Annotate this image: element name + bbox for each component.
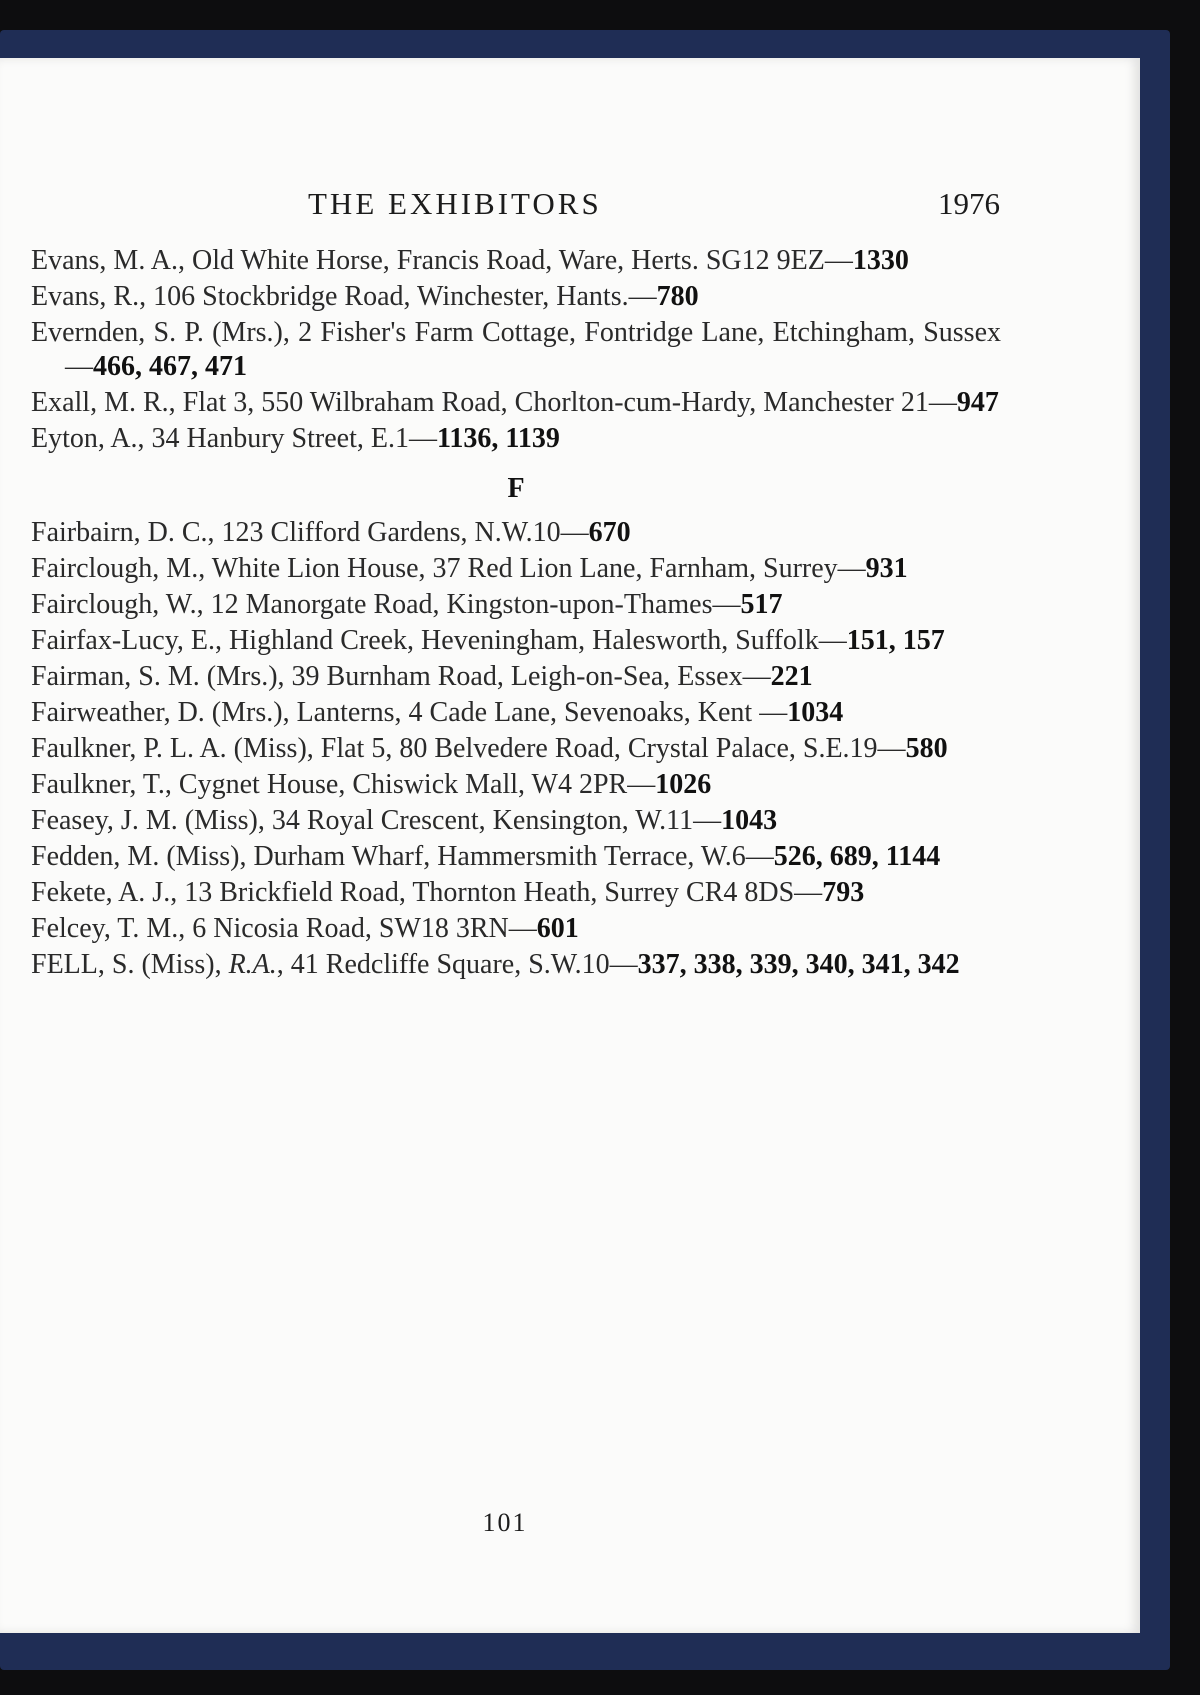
section-letter: F — [507, 473, 525, 504]
entry-text: Evans, R., 106 Stockbridge Road, Winchester, Hants.— — [31, 281, 657, 312]
entry-catalogue-numbers: 517 — [740, 589, 783, 620]
exhibitor-entry — [31, 804, 1001, 838]
entry-text: Fairbairn, D. C., 123 Clifford Gardens, N.W.10— — [31, 517, 589, 548]
entry-text: Fairman, S. M. (Mrs.), 39 Burnham Road, Leigh-on-Sea, Essex— — [31, 661, 771, 692]
book-page — [0, 58, 1140, 1633]
entry-catalogue-numbers: 151, 157 — [846, 625, 945, 656]
exhibitor-entry — [31, 732, 1001, 766]
entry-text: Eyton, A., 34 Hanbury Street, E.1— — [31, 423, 437, 454]
entry-name: FELL, S. (Miss), — [31, 949, 229, 980]
exhibitor-entry — [31, 876, 1001, 910]
entry-catalogue-numbers: 601 — [536, 913, 579, 944]
page-year: 1976 — [938, 186, 1000, 221]
entry-text: Fairclough, W., 12 Manorgate Road, Kingston-upon-Thames— — [31, 589, 741, 620]
page-number: 101 — [482, 1508, 528, 1537]
entry-text: Exall, M. R., Flat 3, 550 Wilbraham Road, Chorlton-cum-Hardy, Manchester 21— — [31, 387, 957, 418]
entry-text: Feasey, J. M. (Miss), 34 Royal Crescent, Kensington, W.11— — [31, 805, 722, 836]
exhibitor-entry — [31, 552, 1001, 586]
entry-catalogue-numbers: 580 — [905, 733, 948, 764]
exhibitor-list — [31, 244, 1001, 984]
entry-text: Felcey, T. M., 6 Nicosia Road, SW18 3RN— — [31, 913, 537, 944]
entry-catalogue-numbers: 466, 467, 471 — [93, 351, 247, 382]
entry-catalogue-numbers: 1136, 1139 — [436, 423, 560, 454]
exhibitor-entry — [31, 840, 1001, 874]
exhibitor-entry — [31, 948, 1001, 982]
entries-e-group — [31, 244, 1001, 456]
exhibitor-entry — [31, 280, 1001, 314]
exhibitor-entry — [31, 316, 1001, 384]
entry-catalogue-numbers: 793 — [822, 877, 865, 908]
exhibitor-entry — [31, 516, 1001, 550]
entry-catalogue-numbers: 670 — [588, 517, 631, 548]
entry-catalogue-numbers: 947 — [956, 387, 999, 418]
entry-address: , 41 Redcliffe Square, S.W.10— — [276, 949, 638, 980]
entry-text: Evernden, S. P. (Mrs.), 2 Fisher's Farm Cottage, Fontridge Lane, Etchingham, Sussex— — [31, 317, 1001, 382]
exhibitor-entry — [31, 660, 1001, 694]
entry-text: Faulkner, P. L. A. (Miss), Flat 5, 80 Belvedere Road, Crystal Palace, S.E.19— — [31, 733, 906, 764]
exhibitor-entry — [31, 386, 1001, 420]
entries-f-group — [31, 516, 1001, 946]
entry-catalogue-numbers: 931 — [865, 553, 908, 584]
exhibitor-entry — [31, 588, 1001, 622]
entry-catalogue-numbers: 1026 — [655, 769, 712, 800]
exhibitor-entry — [31, 768, 1001, 802]
exhibitor-entry — [31, 422, 1001, 456]
entry-honour: R.A. — [228, 949, 277, 980]
entry-text: Fedden, M. (Miss), Durham Wharf, Hammersmith Terrace, W.6— — [31, 841, 774, 872]
entry-catalogue-numbers: 221 — [770, 661, 813, 692]
entry-text: Fekete, A. J., 13 Brickfield Road, Thornton Heath, Surrey CR4 8DS— — [31, 877, 823, 908]
entry-text: Faulkner, T., Cygnet House, Chiswick Mall, W4 2PR— — [31, 769, 656, 800]
exhibitor-entry — [31, 912, 1001, 946]
entry-catalogue-numbers: 1043 — [721, 805, 778, 836]
entry-text: Fairclough, M., White Lion House, 37 Red Lion Lane, Farnham, Surrey— — [31, 553, 866, 584]
exhibitor-entry — [31, 244, 1001, 278]
entry-catalogue-numbers: 526, 689, 1144 — [773, 841, 941, 872]
running-head: THE EXHIBITORS — [308, 186, 602, 221]
entry-catalogue-numbers: 337, 338, 339, 340, 341, 342 — [637, 949, 960, 980]
entry-catalogue-numbers: 780 — [656, 281, 699, 312]
page-header — [28, 186, 1000, 226]
entry-catalogue-numbers: 1330 — [852, 245, 909, 276]
exhibitor-entry — [31, 624, 1001, 658]
entry-text: Fairfax-Lucy, E., Highland Creek, Heveningham, Halesworth, Suffolk— — [31, 625, 847, 656]
entry-catalogue-numbers: 1034 — [787, 697, 844, 728]
entry-text: Fairweather, D. (Mrs.), Lanterns, 4 Cade Lane, Sevenoaks, Kent — — [31, 697, 788, 728]
entry-text: Evans, M. A., Old White Horse, Francis Road, Ware, Herts. SG12 9EZ— — [31, 245, 853, 276]
exhibitor-entry — [31, 696, 1001, 730]
